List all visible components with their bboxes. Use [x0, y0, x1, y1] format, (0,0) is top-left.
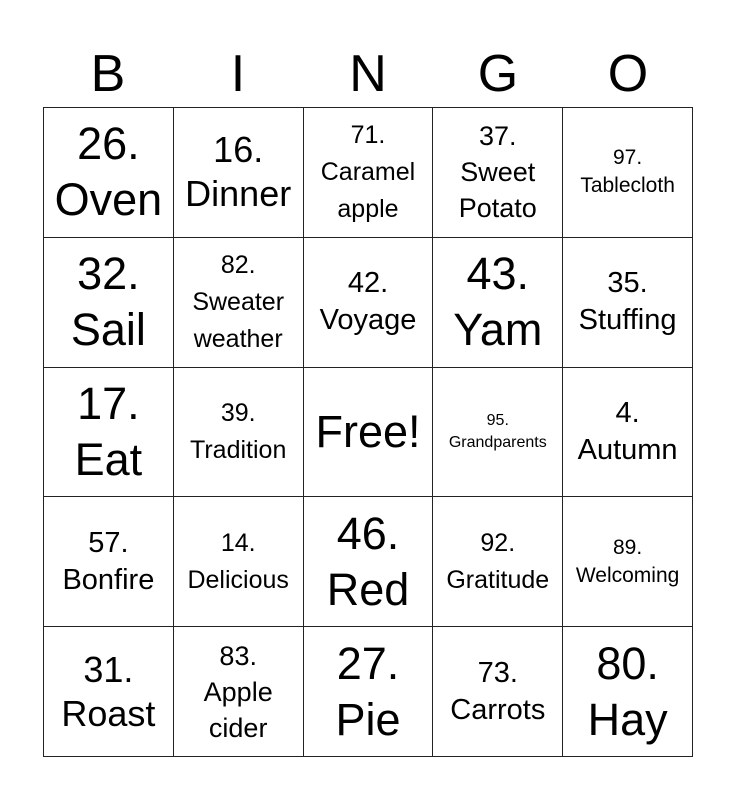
cell-number: 57.	[88, 526, 129, 559]
cell-word: Hay	[587, 693, 668, 745]
bingo-cell-14[interactable]	[433, 368, 563, 498]
cell-word: Delicious	[187, 565, 289, 594]
bingo-cell-13[interactable]	[304, 368, 434, 498]
cell-word: Oven	[54, 174, 163, 226]
header-letter-g: G	[477, 45, 519, 103]
cell-word: Voyage	[319, 304, 417, 337]
header-letter-i: I	[230, 45, 246, 103]
cell-number: 42.	[347, 267, 389, 300]
bingo-cell-3[interactable]	[304, 108, 434, 238]
cell-word: Carrots	[450, 693, 546, 726]
cell-number: 17.	[77, 377, 140, 429]
bingo-cell-10[interactable]	[563, 238, 693, 368]
cell-word: Sweater	[192, 287, 285, 316]
cell-number: 82.	[220, 250, 256, 279]
bingo-cell-6[interactable]	[44, 238, 174, 368]
cell-word: Stuffing	[578, 304, 677, 337]
cell-number: 89.	[612, 535, 643, 559]
cell-word: Red	[326, 563, 410, 615]
bingo-cell-15[interactable]	[563, 368, 693, 498]
cell-word: Gratitude	[446, 565, 550, 594]
bingo-cell-24[interactable]	[433, 627, 563, 757]
cell-number: 92.	[480, 528, 516, 557]
cell-number: 26.	[77, 118, 140, 170]
cell-number: 14.	[220, 528, 256, 557]
bingo-cell-1[interactable]	[44, 108, 174, 238]
cell-word: Apple	[203, 676, 273, 707]
cell-word: Eat	[74, 433, 143, 485]
bingo-cell-22[interactable]	[174, 627, 304, 757]
cell-word: apple	[337, 194, 399, 223]
bingo-cell-12[interactable]	[174, 368, 304, 498]
cell-number: 73.	[477, 656, 518, 689]
cell-number: 43.	[466, 248, 530, 300]
cell-number: 83.	[219, 640, 257, 671]
bingo-cell-9[interactable]	[433, 238, 563, 368]
cell-number: 4.	[615, 396, 640, 429]
bingo-grid	[43, 107, 693, 757]
cell-number: 35.	[607, 267, 648, 300]
cell-word: Welcoming	[575, 563, 680, 587]
cell-word: Potato	[458, 193, 537, 224]
cell-word: Tablecloth	[580, 174, 675, 198]
cell-word: Roast	[61, 692, 156, 734]
bingo-cell-7[interactable]	[174, 238, 304, 368]
cell-word: cider	[208, 712, 268, 743]
bingo-cell-20[interactable]	[563, 497, 693, 627]
bingo-header	[43, 40, 693, 108]
cell-word: weather	[193, 324, 283, 353]
cell-word: Caramel	[320, 157, 416, 186]
bingo-cell-21[interactable]	[44, 627, 174, 757]
bingo-cell-17[interactable]	[174, 497, 304, 627]
cell-word: Tradition	[190, 435, 287, 464]
bingo-cell-25[interactable]	[563, 627, 693, 757]
cell-number: 27.	[336, 637, 400, 689]
cell-number: 95.	[486, 411, 509, 429]
bingo-cell-23[interactable]	[304, 627, 434, 757]
cell-word: Bonfire	[62, 563, 155, 596]
cell-word: Grandparents	[448, 433, 547, 451]
cell-number: 32.	[77, 248, 140, 300]
bingo-cell-8[interactable]	[304, 238, 434, 368]
cell-word: Free!	[315, 405, 421, 457]
bingo-cell-4[interactable]	[433, 108, 563, 238]
cell-number: 80.	[596, 637, 659, 689]
cell-word: Sweet	[460, 157, 536, 188]
cell-number: 16.	[213, 129, 264, 171]
cell-number: 97.	[612, 146, 643, 170]
header-letter-b: B	[90, 45, 126, 103]
cell-number: 39.	[220, 398, 256, 427]
cell-number: 37.	[479, 121, 517, 152]
bingo-cell-19[interactable]	[433, 497, 563, 627]
cell-word: Dinner	[185, 173, 292, 215]
cell-word: Pie	[335, 693, 401, 745]
cell-number: 71.	[350, 120, 386, 149]
cell-number: 31.	[83, 648, 134, 690]
bingo-cell-2[interactable]	[174, 108, 304, 238]
cell-number: 46.	[336, 507, 400, 559]
bingo-cell-5[interactable]	[563, 108, 693, 238]
bingo-cell-18[interactable]	[304, 497, 434, 627]
cell-word: Yam	[453, 304, 543, 356]
header-letter-n: N	[349, 45, 387, 103]
cell-word: Sail	[70, 304, 146, 356]
header-letter-o: O	[607, 45, 649, 103]
cell-word: Autumn	[577, 433, 678, 466]
bingo-cell-11[interactable]	[44, 368, 174, 498]
bingo-cell-16[interactable]	[44, 497, 174, 627]
